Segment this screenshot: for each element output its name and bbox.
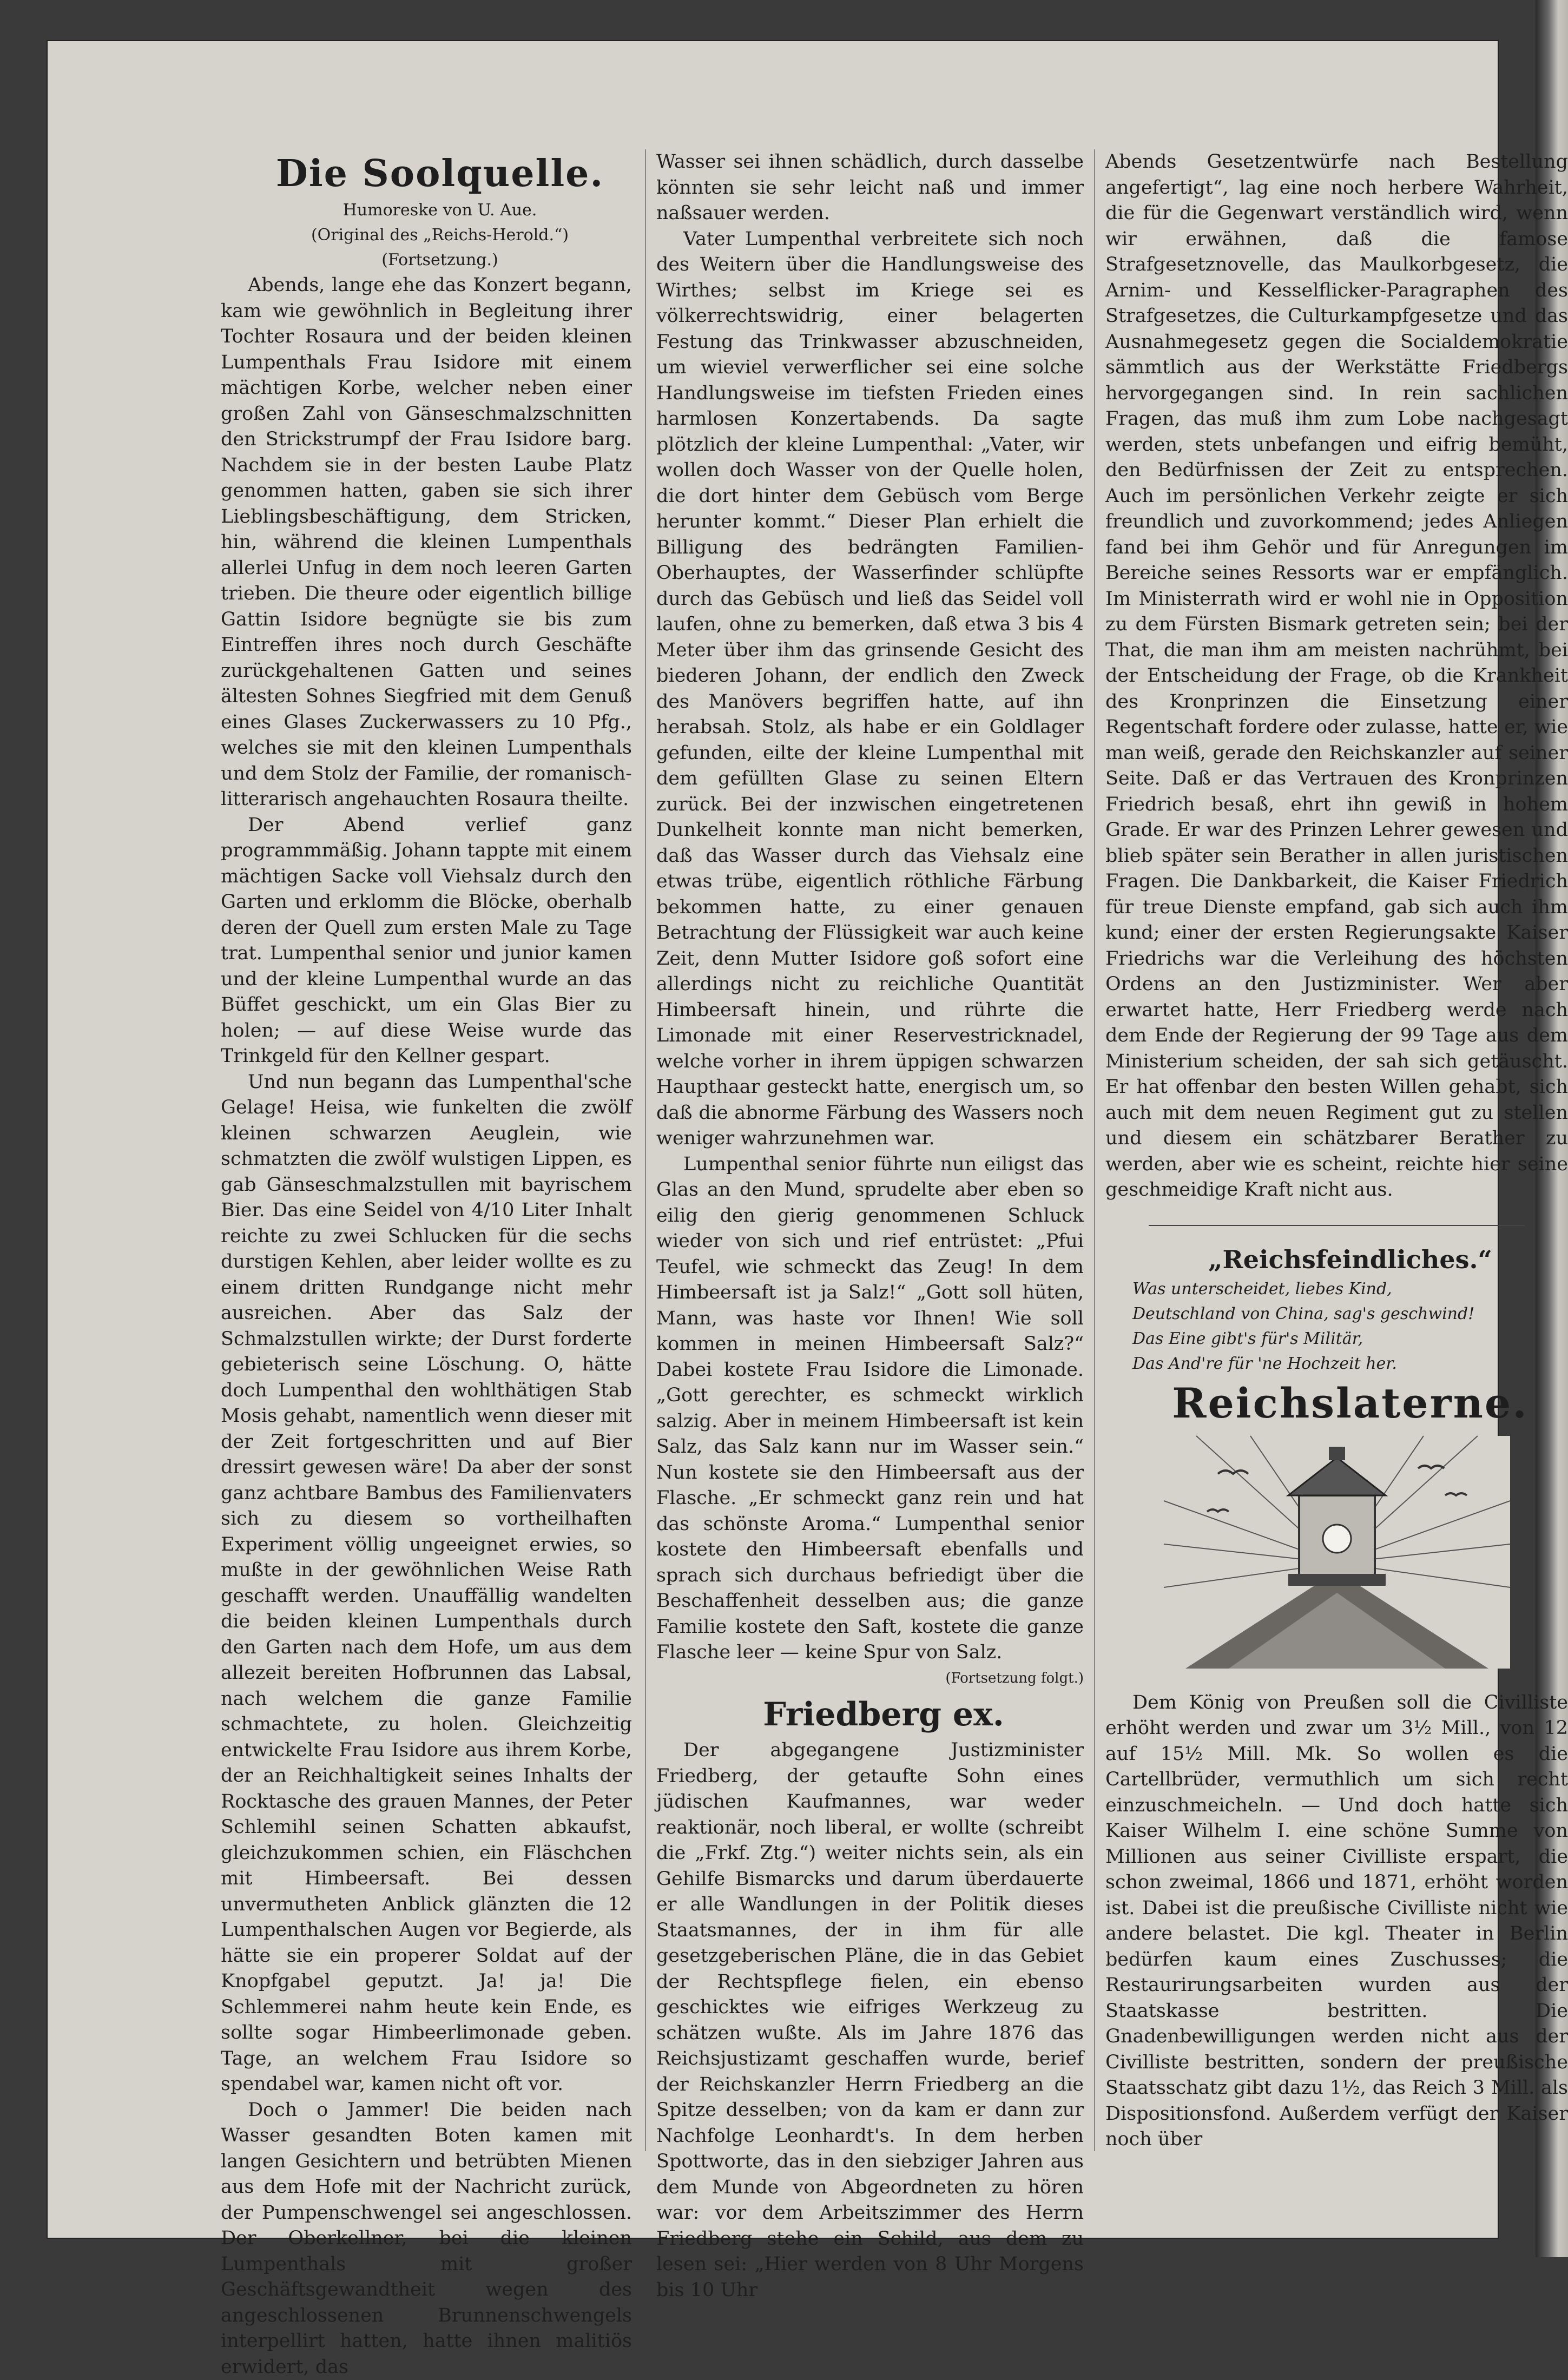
- paragraph: Dem König von Preußen soll die Civilliste erhöht werden und zwar um 3½ Mill., von 12 auf 15½ Mill. Mk. So wollen es die Cartellbrüder, vermuthlich um sich recht einzuschmeicheln. — Und doch hatte sich Kaiser Wilhelm I. eine schöne Summe von Millionen aus seiner Civilliste erspart, die schon zweimal, 1866 und 1871, erhöht worden ist. Dabei ist die preußische Civilliste nicht wie andere belastet. Die kgl. Theater in Berlin bedürfen kaum eines Zuschusses; die Restaurirungsarbeiten wurden aus der Staatskasse bestritten. Die Gnadenbewilligungen werden nicht aus der Civilliste bestritten, sondern der preußische Staatsschatz gibt dazu 1½, das Reich 3 Mill. als Dispositionsfond. Außerdem verfügt der Kaiser noch über: [1105, 1690, 1568, 2153]
- article-byline: Humoreske von U. Aue.: [221, 198, 632, 223]
- to-be-continued: (Fortsetzung folgt.): [656, 1666, 1084, 1692]
- poem-line: Das Eine gibt's für's Militär,: [1105, 1327, 1568, 1351]
- article-title-friedberg: Friedberg ex.: [656, 1691, 1084, 1738]
- article-continuation: (Fortsetzung.): [221, 248, 632, 273]
- article-source: (Original des „Reichs-Herold.“): [221, 223, 632, 248]
- paragraph: Abends Gesetzentwürfe nach Bestellung angefertigt“, lag eine noch herbere Wahrheit, die für die Gegenwart verständlich wird, wenn wir erwähnen, daß die famose Strafgesetznovelle, das Maulkorbgesetz, die Arnim- und Kesselflicker-Paragraphen des Strafgesetzes, die Culturkampfgesetze und das Ausnahmegesetz gegen die Socialdemokratie sämmtlich aus der Werkstätte Friedbergs hervorgegangen sind. In rein sachlichen Fragen, das muß ihm zum Lobe nachgesagt werden, stets unbefangen und eifrig bemüht, den Bedürfnissen der Zeit zu entsprechen. Auch im persönlichen Verkehr zeigte er sich freundlich und zuvorkommend; jedes Anliegen fand bei ihm Gehör und für Anregungen im Bereiche seines Ressorts war er empfänglich. Im Ministerrath wird er wohl nie in Opposition zu dem Fürsten Bismark getreten sein; bei der That, die man ihm am meisten nachrühmt, bei der Entscheidung der Frage, ob die Krankheit des Kronprinzen die Einsetzung einer Regentschaft fordere oder zulasse, hatte er, wie man weiß, gerade den Reichskanzler auf seiner Seite. Daß er das Vertrauen des Kronprinzen Friedrich besaß, ehrt ihn gewiß in hohem Grade. Er war des Prinzen Lehrer gewesen und blieb später sein Berather in allen juristischen Fragen. Die Dankbarkeit, die Kaiser Friedrich für treue Dienste empfand, gab sich auch ihm kund; einer der ersten Regierungsakte Kaiser Friedrichs war die Verleihung des höchsten Ordens an den Justizminister. Wer aber erwartet hatte, Herr Friedberg werde nach dem Ende der Regierung der 99 Tage aus dem Ministerium scheiden, der sah sich getäuscht. Er hat offenbar den besten Willen gehabt, sich auch mit dem neuen Regiment gut zu stellen und diesem ein schätzbarer Berather zu werden, aber wie es scheint, reichte hier seine geschmeidige Kraft nicht aus.: [1105, 149, 1568, 1203]
- lantern-vignette-icon: [1164, 1436, 1510, 1669]
- paragraph: Der Abend verlief ganz programmmäßig. Johann tappte mit einem mächtigen Sacke voll Viehsalz durch den Garten und erklomm die Blöcke, oberhalb deren der Quell zum ersten Male zu Tage trat. Lumpenthal senior und junior kamen und der kleine Lumpenthal wurde an das Büffet geschickt, um ein Glas Bier zu holen; — auf diese Weise wurde das Trinkgeld für den Kellner gespart.: [221, 813, 632, 1070]
- column-rule: [1094, 149, 1095, 2151]
- poem-title: „Reichsfeindliches.“: [1105, 1242, 1568, 1277]
- paragraph: Der abgegangene Justizminister Friedberg, der getaufte Sohn eines jüdischen Kaufmannes, war weder reaktionär, noch liberal, er wollte (schreibt die „Frkf. Ztg.“) weiter nichts sein, als ein Gehilfe Bismarcks und darum überdauerte er alle Wandlungen in der Politik dieses Staatsmannes, der in ihm für alle gesetzgeberischen Pläne, die in das Gebiet der Rechtspflege fielen, ein ebenso geschicktes wie eifriges Werkzeug zu schätzen wußte. Als im Jahre 1876 das Reichsjustizamt geschaffen wurde, berief der Reichskanzler Herrn Friedberg an die Spitze desselben; von da kam er dann zur Nachfolge Leonhardt's. In dem herben Spottworte, das in den siebziger Jahren aus dem Munde von Abgeordneten zu hören war: vor dem Arbeitszimmer des Herrn Friedberg stehe ein Schild, aus dem zu lesen sei: „Hier werden von 8 Uhr Morgens bis 10 Uhr: [656, 1738, 1084, 2303]
- newspaper-page: [48, 41, 1498, 2238]
- poem-line: Was unterscheidet, liebes Kind,: [1105, 1277, 1568, 1302]
- column-2: [656, 149, 1084, 2086]
- paragraph: Abends, lange ehe das Konzert begann, kam wie gewöhnlich in Begleitung ihrer Tochter Rosaura und der beiden kleinen Lumpenthals Frau Isidore mit einem mächtigen Korbe, welcher neben einer großen Zahl von Gänseschmalzschnitten den Strickstrumpf der Frau Isidore barg. Nachdem sie in der besten Laube Platz genommen hatten, gaben sie sich ihrer Lieblingsbeschäftigung, dem Stricken, hin, während die kleinen Lumpenthals allerlei Unfug in dem noch leeren Garten trieben. Die theure oder eigentlich billige Gattin Isidore begnügte sie bis zum Eintreffen ihres noch durch Geschäfte zurückgehaltenen Gatten und seines ältesten Sohnes Siegfried mit dem Genuß eines Glases Zuckerwassers zu 10 Pfg., welches sie mit den kleinen Lumpenthals und dem Stolz der Familie, der romanisch-litterarisch angehauchten Rosaura theilte.: [221, 273, 632, 813]
- column-rule: [645, 149, 646, 2151]
- poem-line: Das And're für 'ne Hochzeit her.: [1105, 1351, 1568, 1376]
- column-1: [221, 149, 632, 2086]
- article-title-reichslaterne: Reichslaterne.: [1105, 1376, 1568, 1430]
- paragraph: Vater Lumpenthal verbreitete sich noch des Weitern über die Handlungsweise des Wirthes; selbst im Kriege sei es völkerrechtswidrig, einer belagerten Festung das Trinkwasser abzuschneiden, um wieviel verwerflicher sei eine solche Handlungsweise im tiefsten Frieden eines harmlosen Konzertabends. Da sagte plötzlich der kleine Lumpenthal: „Vater, wir wollen doch Wasser von der Quelle holen, die dort hinter dem Gebüsch vom Berge herunter kommt.“ Dieser Plan erhielt die Billigung des bedrängten Familien-Oberhauptes, der Wasserfinder schlüpfte durch das Gebüsch und ließ das Seidel voll laufen, ohne zu bemerken, daß etwa 3 bis 4 Meter über ihm das grinsende Gesicht des biederen Johann, der endlich den Zweck des Manövers begriffen hatte, auf ihn herabsah. Stolz, als habe er ein Goldlager gefunden, eilte der kleine Lumpenthal mit dem gefüllten Glase zu seinen Eltern zurück. Bei der inzwischen eingetretenen Dunkelheit konnte man nicht bemerken, daß das Wasser durch das Viehsalz eine etwas trübe, eigentlich röthliche Färbung bekommen hatte, zu einer genauen Betrachtung der Flüssigkeit war auch keine Zeit, denn Mutter Isidore goß sofort eine allerdings nicht zu reichliche Quantität Himbeersaft hinein, und rührte die Limonade mit einer Reservestricknadel, welche vorher in ihrem üppigen schwarzen Haupthaar gesteckt hatte, energisch um, so daß die abnorme Färbung des Wassers noch weniger wahrzunehmen war.: [656, 227, 1084, 1152]
- paragraph: Doch o Jammer! Die beiden nach Wasser gesandten Boten kamen mit langen Gesichtern und betrübten Mienen aus dem Hofe mit der Nachricht zurück, der Pumpenschwengel sei angeschlossen. Der Oberkellner, bei die kleinen Lumpenthals mit großer Geschäftsgewandtheit wegen des angeschlossenen Brunnenschwengels interpellirt hatten, hatte ihnen malitiös erwidert, das: [221, 2098, 632, 2380]
- article-title-soolquelle: Die Soolquelle.: [221, 149, 632, 198]
- paragraph: Lumpenthal senior führte nun eiligst das Glas an den Mund, sprudelte aber eben so eilig den gierig genommenen Schluck wieder von sich und rief entrüstet: „Pfui Teufel, wie schmeckt das Zeug! In dem Himbeersaft ist ja Salz!“ „Gott soll hüten, Mann, was haste vor Ihnen! Wie soll kommen in meinen Himbeersaft Salz?“ Dabei kostete Frau Isidore die Limonade. „Gott gerechter, es schmeckt wirklich salzig. Aber in meinem Himbeersaft ist kein Salz, das Salz kann nur im Wasser sein.“ Nun kostete sie den Himbeersaft aus der Flasche. „Er schmeckt ganz rein und hat das schönste Aroma.“ Lumpenthal senior kostete den Himbeersaft ebenfalls und sprach sich durchaus befriedigt über die Beschaffenheit desselben aus; die ganze Familie kostete den Saft, kostete die ganze Flasche leer — keine Spur von Salz.: [656, 1152, 1084, 1666]
- column-3: [1105, 149, 1568, 2086]
- paragraph: Wasser sei ihnen schädlich, durch dasselbe könnten sie sehr leicht naß und immer naßsauer werden.: [656, 149, 1084, 227]
- paragraph: Und nun begann das Lumpenthal'sche Gelage! Heisa, wie funkelten die zwölf kleinen schwarzen Aeuglein, wie schmatzten die zwölf wulstigen Lippen, es gab Gänseschmalzstullen mit bayrischem Bier. Das eine Seidel von 4/10 Liter Inhalt reichte zu zwei Schlucken für die sechs durstigen Kehlen, aber leider wollte es zu einem dritten Rundgange nicht mehr ausreichen. Aber das Salz der Schmalzstullen wirkte; der Durst forderte gebieterisch seine Löschung. O, hätte doch Lumpenthal den wohlthätigen Stab Mosis gehabt, namentlich wenn dieser mit der Zeit fortgeschritten und auf Bier dressirt gewesen wäre! Da aber der sonst ganz achtbare Bambus des Familienvaters sich zu diesem so vortheilhaften Experiment völlig ungeeignet erwies, so mußte in der gewöhnlichen Weise Rath geschafft werden. Unauffällig wandelten die beiden kleinen Lumpenthals durch den Garten nach dem Hofe, um aus dem allezeit bereiten Hofbrunnen das Labsal, nach welchem die ganze Familie schmachtete, zu holen. Gleichzeitig entwickelte Frau Isidore aus ihrem Korbe, der an Reichhaltigkeit seines Inhalts der Rocktasche des grauen Mannes, der Peter Schlemihl seinen Schatten abkaufst, gleichzukommen schien, ein Fläschchen mit Himbeersaft. Bei dessen unvermutheten Anblick glänzten die 12 Lumpenthalschen Augen vor Begierde, als hätte sie ein properer Soldat auf der Knopfgabel geputzt. Ja! ja! Die Schlemmerei nahm heute kein Ende, es sollte sogar Himbeerlimonade geben. Tage, an welchem Frau Isidore so spendabel war, kamen nicht oft vor.: [221, 1070, 632, 2098]
- poem-line: Deutschland von China, sag's geschwind!: [1105, 1302, 1568, 1327]
- section-divider: [1149, 1225, 1525, 1226]
